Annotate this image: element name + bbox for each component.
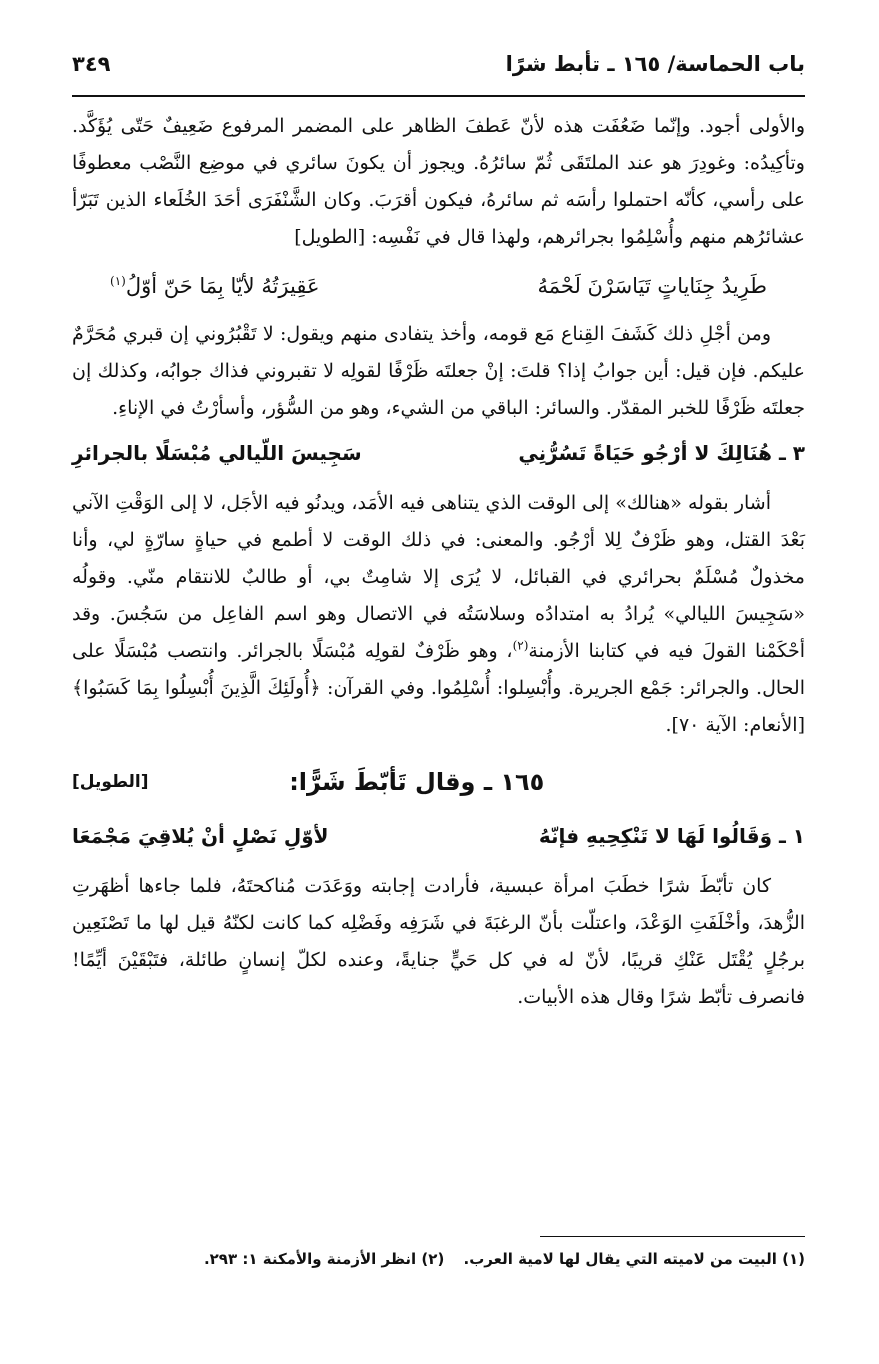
header-title: باب الحماسة/ ١٦٥ ـ تأبط شرًا	[505, 52, 805, 76]
footnote-rule	[540, 1236, 805, 1237]
verse-hemistich-first: طَرِيدُ جِنَاياتٍ تَيَاسَرْنَ لَحْمَهُ	[537, 274, 767, 298]
paragraph-3	[72, 485, 805, 744]
footnote-2: (٢) انظر الأزمنة والأمكنة ١: ٢٩٣.	[203, 1250, 445, 1268]
footnotes	[72, 1246, 805, 1272]
verse-3	[72, 431, 805, 475]
paragraph-3-part-a: أشار بقوله «هنالك» إلى الوقت الذي يتناهى فيه الأمَد، ويدنُو فيه الأجَل، لا إلى الوَقْتِ الآني بَعْدَ القتل، وهو ظَرْفٌ لِلا أرْجُو. والمعنى: في ذلك الوقت لا أطمع في حياةٍ سارّةٍ لي، وأنا مخذولٌ مُسْلَمٌ بحرائري في القبائل، لا يُرَى إلا شامِتٌ بي، أو طالبٌ للانتقام منّي. وقولُه «سَجِيسَ الليالي» يُرادُ به امتدادُه وسلاسَتُه في الاتصال وهو اسم الفاعِل من سَجُسَ. وقد أحْكَمْنا القولَ فيه في كتابنا الأزمنة	[72, 492, 805, 662]
paragraph-2: ومن أجْلِ ذلك كَشَفَ القِناع مَع قومه، وأخذ يتفادى منهم ويقول: لا تَقْبُرُوني إن قبري مُحَرَّمٌ عليكم. فإن قيل: أين جوابُ إذا؟ قلتَ: إنْ جعلتَه ظَرْفًا لقولِه لا تقبروني فذاك جوابُه، وكذلك إن جعلتَه ظَرْفًا للخبر المقدّر. والسائر: الباقي من الشيء، وهو من السُّؤر، وأسأرْتُ في الإناءِ.	[72, 323, 805, 419]
verse-tawil	[72, 264, 805, 308]
poem-title: ١٦٥ ـ وقال تَأبّطَ شَرًّا:	[289, 768, 545, 796]
verse-hemistich-second-text: عَقِيرَتُهُ لأيّا بِمَا حَنّ أوّلُ	[125, 274, 320, 298]
footnote-ref-2: (٢)	[512, 638, 529, 653]
verse-hemistich-second	[110, 264, 320, 308]
header-rule	[72, 95, 805, 97]
verse-165-1-first: ١ ـ وَقَالُوا لَهَا لا تَنْكِحِيهِ فإنّهُ	[538, 824, 805, 848]
verse-165-1-second: لأوّلِ نَصْلٍ أنْ يُلاقِيَ مَجْمَعَا	[72, 824, 329, 848]
paragraph-1: والأولى أجود. وإنّما ضَعُفَت هذه لأنّ عَطفَ الظاهر على المضمر المرفوع ضَعِيفٌ حَتّى يُؤَكَّد. وتأكِيدُه: وغودِرَ هو عند الملتَقَى ثُمّ سائرُهُ. ويجوز أن يكونَ سائري في موضِع النَّصْب معطوفًا على رأسي، كأنّه احتملوا رأسَه ثم سائرهُ، فيكون أقرَبَ. وكان الشَّنْفَرَى أحَدَ الخُلَعاء الذين تَبَرّأ عشائرُهم منهم وأُسْلِمُوا بجرائرهم، ولهذا قال في نَفْسِه: [الطويل]	[72, 115, 805, 248]
running-header	[72, 52, 805, 76]
poem-heading	[72, 760, 805, 804]
footnote-ref-1: (١)	[110, 274, 126, 288]
verse-165-1	[72, 814, 805, 858]
main-text	[72, 108, 805, 1016]
verse-3-second: سَجِيسَ اللّيالي مُبْسَلًا بالجرائرِ	[72, 441, 362, 465]
meter-label: [الطويل]	[72, 772, 149, 792]
footnote-1: (١) البيت من لاميته التي يقال لها لامية العرب.	[463, 1250, 805, 1268]
verse-3-first: ٣ ـ هُنَالِكَ لا أرْجُو حَيَاةً تَسُرُّنِي	[518, 441, 805, 465]
paragraph-4: كان تأبّطَ شرًا خطَبَ امرأة عبسية، فأرادت إجابته ووَعَدَت مُناكحتَهُ، فلما جاءها أظهَرتِ الزُّهدَ، وأخْلَفَتِ الوَعْدَ، واعتلّت بأنّ الرغبَةَ في شَرَفِه وفَضْلِه كما كانت لكنّهُ قيل لها ما تَصْنَعِين برجُلٍ يُقْتَل عَنْكِ قريبًا، لأنّ له في كل حَيٍّ جنايةً، وعنده لكلّ إنسانٍ طائلة، فتَبْقَيْنَ أيِّمًا! فانصرف تأبّط شرًا وقال هذه الأبيات.	[72, 875, 805, 1008]
paragraph-3-part-b: ، وهو ظَرْفٌ لقولِه مُبْسَلًا بالجرائر. وانتصب مُبْسَلًا على الحال. والجرائر: جَمْع الجريرة. وأُبْسِلوا: أُسْلِمُوا. وفي القرآن: ﴿أُولَئِكَ الَّذِينَ أُبْسِلُوا بِمَا كَسَبُوا﴾ [الأنعام: الآية ٧٠].	[72, 640, 805, 736]
page-number: ٣٤٩	[72, 52, 111, 76]
